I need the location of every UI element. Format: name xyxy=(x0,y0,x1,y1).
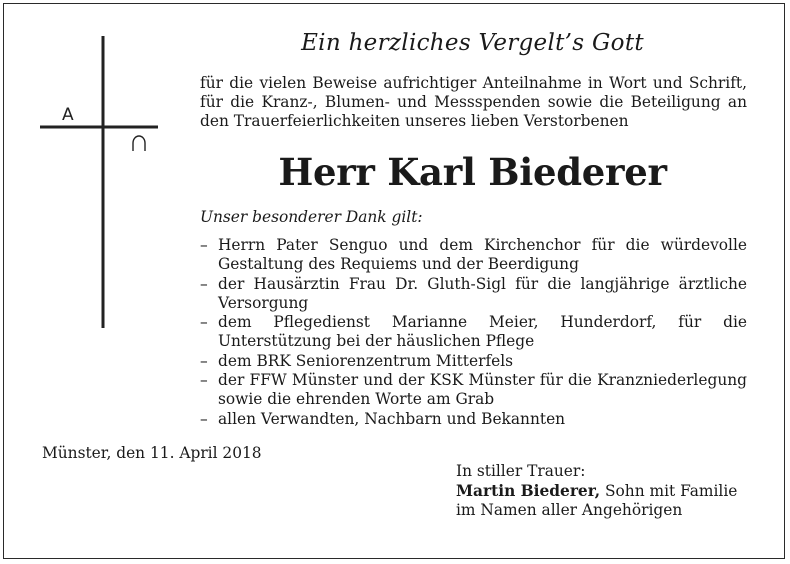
list-item: – allen Verwandten, Nachbarn und Bekannten xyxy=(200,410,747,429)
cross-omega xyxy=(133,136,145,151)
thanks-list xyxy=(200,236,747,429)
list-item: – dem Pflegedienst Marianne Meier, Hunderdorf, für die Unterstützung bei der häuslichen Pflege xyxy=(200,313,747,352)
list-item: – dem BRK Seniorenzentrum Mitterfels xyxy=(200,352,747,371)
intro-text: für die vielen Beweise aufrichtiger Anteilnahme in Wort und Schrift, für die Kranz-, Blumen- und Messspenden sowie die Beteiligung an den Trauerfeierlichkeiten unseres lieben Verstorbenen xyxy=(200,74,747,130)
place-date: Münster, den 11. April 2018 xyxy=(42,444,262,462)
signer-name: Martin Biederer, xyxy=(456,481,601,500)
signature-intro: In stiller Trauer: xyxy=(456,462,586,480)
thanks-heading: Ein herzliches Vergelt’s Gott xyxy=(301,30,644,56)
special-thanks-heading: Unser besonderer Dank gilt: xyxy=(200,208,423,226)
deceased-name: Herr Karl Biederer xyxy=(278,150,667,194)
list-item: – der FFW Münster und der KSK Münster für die Kranzniederlegung sowie die ehrenden Worte am Grab xyxy=(200,371,747,410)
cross-alpha-omega-icon xyxy=(40,36,160,336)
signer-relation: Sohn mit Familie xyxy=(600,481,738,500)
signature-line-3: im Namen aller Angehörigen xyxy=(456,501,683,519)
list-item: – Herrn Pater Senguo und dem Kirchenchor für die würdevolle Gestaltung des Requiems und der Beerdigung xyxy=(200,236,747,275)
signature-block xyxy=(456,462,737,521)
cross-alpha: A xyxy=(62,105,74,125)
signature-line xyxy=(456,482,737,502)
list-item: – der Hausärztin Frau Dr. Gluth-Sigl für die langjährige ärztliche Versorgung xyxy=(200,275,747,314)
